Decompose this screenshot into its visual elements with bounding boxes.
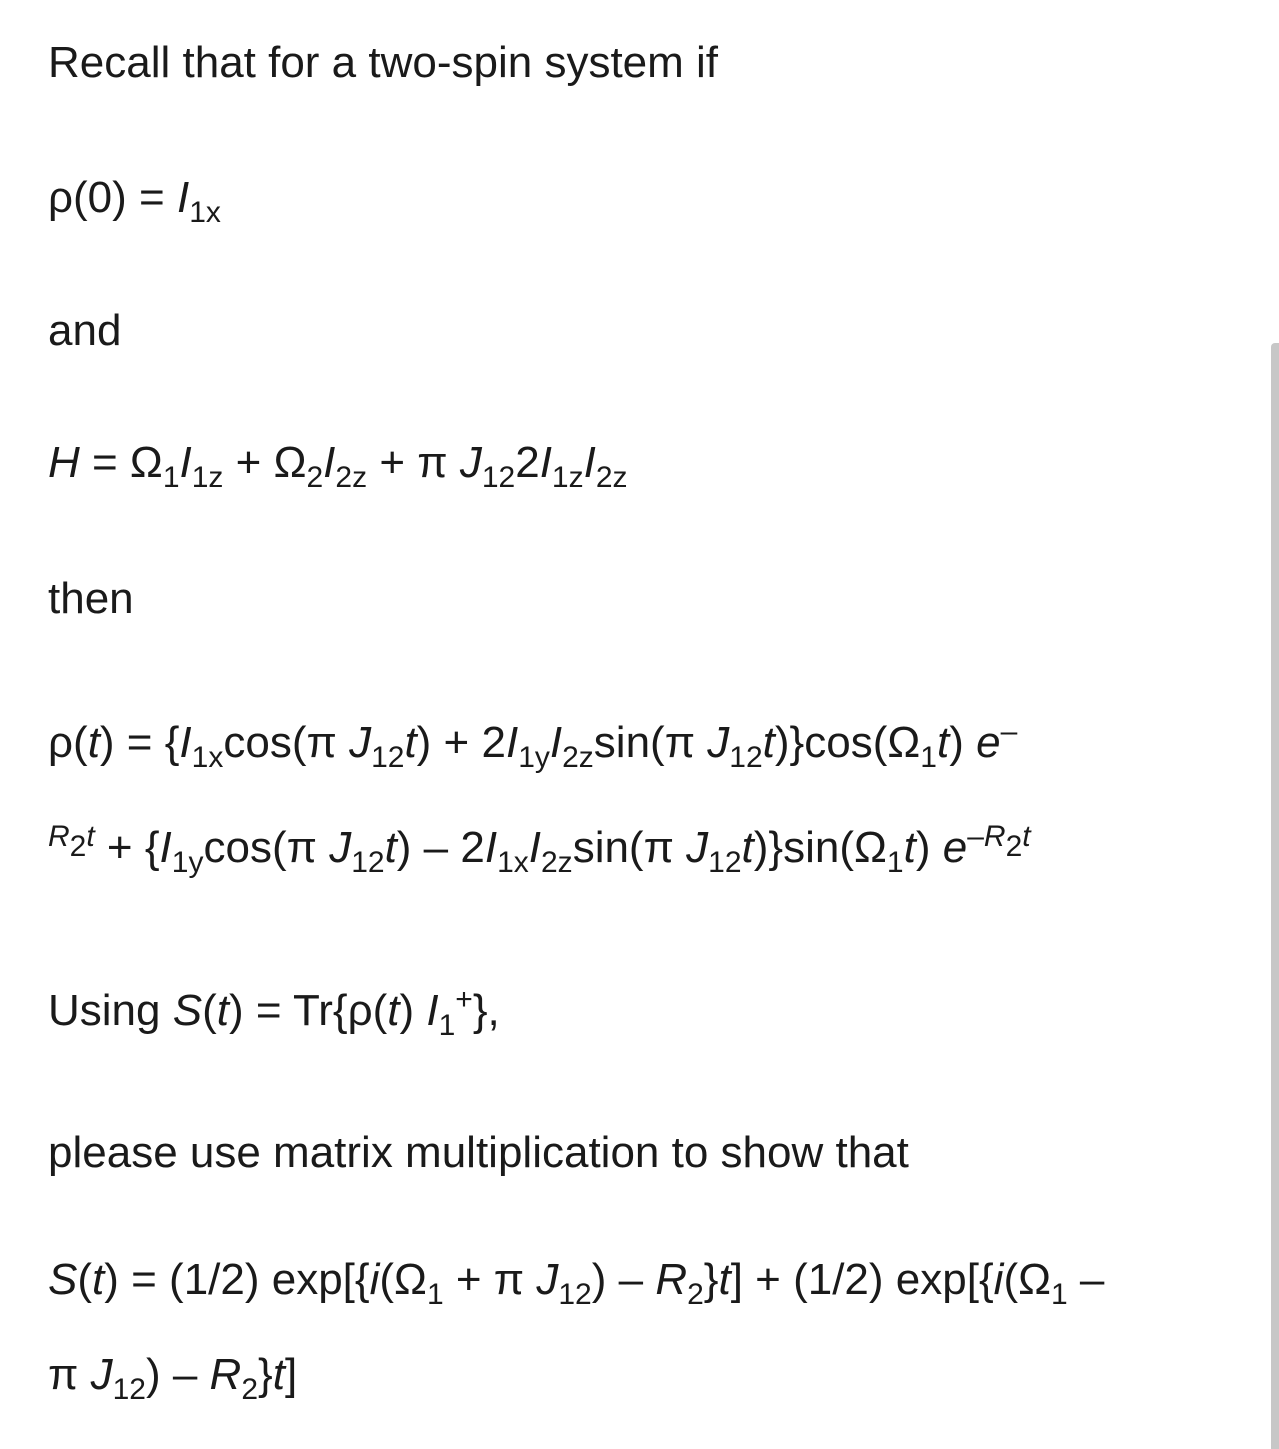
scrollbar[interactable] [1271, 343, 1279, 1449]
density-evolution-line-1: $\rho(t) = \{I_{1x}\cos(\pi$ $J_{12}t) + 2I_{1y}I_{2z}\sin(\pi$ $J_{12}t)\}\cos(\Omega_1t)$ e– [48, 715, 1018, 774]
intro-text: Recall that for a two-spin system if [48, 38, 719, 87]
signal-definition: Using S(t) = Tr{ρ(t) $I_1^+$}, [48, 983, 500, 1042]
then-text: then [48, 574, 134, 623]
and-text: and [48, 306, 122, 355]
please-text: please use matrix multiplication to show that [48, 1128, 909, 1177]
result-equation-line-2: π $J_{12}) - R_2\}t$] [48, 1350, 298, 1406]
density-evolution-line-2: $^{R_2t} + \{I_{1y}\cos(\pi$ $J_{12}t) - 2I_{1x}I_{2z}\sin(\pi$ $J_{12}t)\}\sin(\Omega_1t)$ $e^{-R_2t}$ [48, 820, 1031, 879]
result-equation-line-1: S(t) = (1/2) $\exp[\{i(\Omega_1 + \pi$ $J_{12}) - R_2\}t] + (1/2)$ $\exp[\{i(\Omega_1$ – [48, 1255, 1105, 1311]
initial-density-equation: $\rho(0) = I_{1x}$ [48, 173, 221, 229]
hamiltonian-equation: $H = \Omega_1I_{1z} + \Omega_2I_{2z} + \pi$ $J_{12}2I_{1z}I_{2z}$ [48, 438, 628, 494]
